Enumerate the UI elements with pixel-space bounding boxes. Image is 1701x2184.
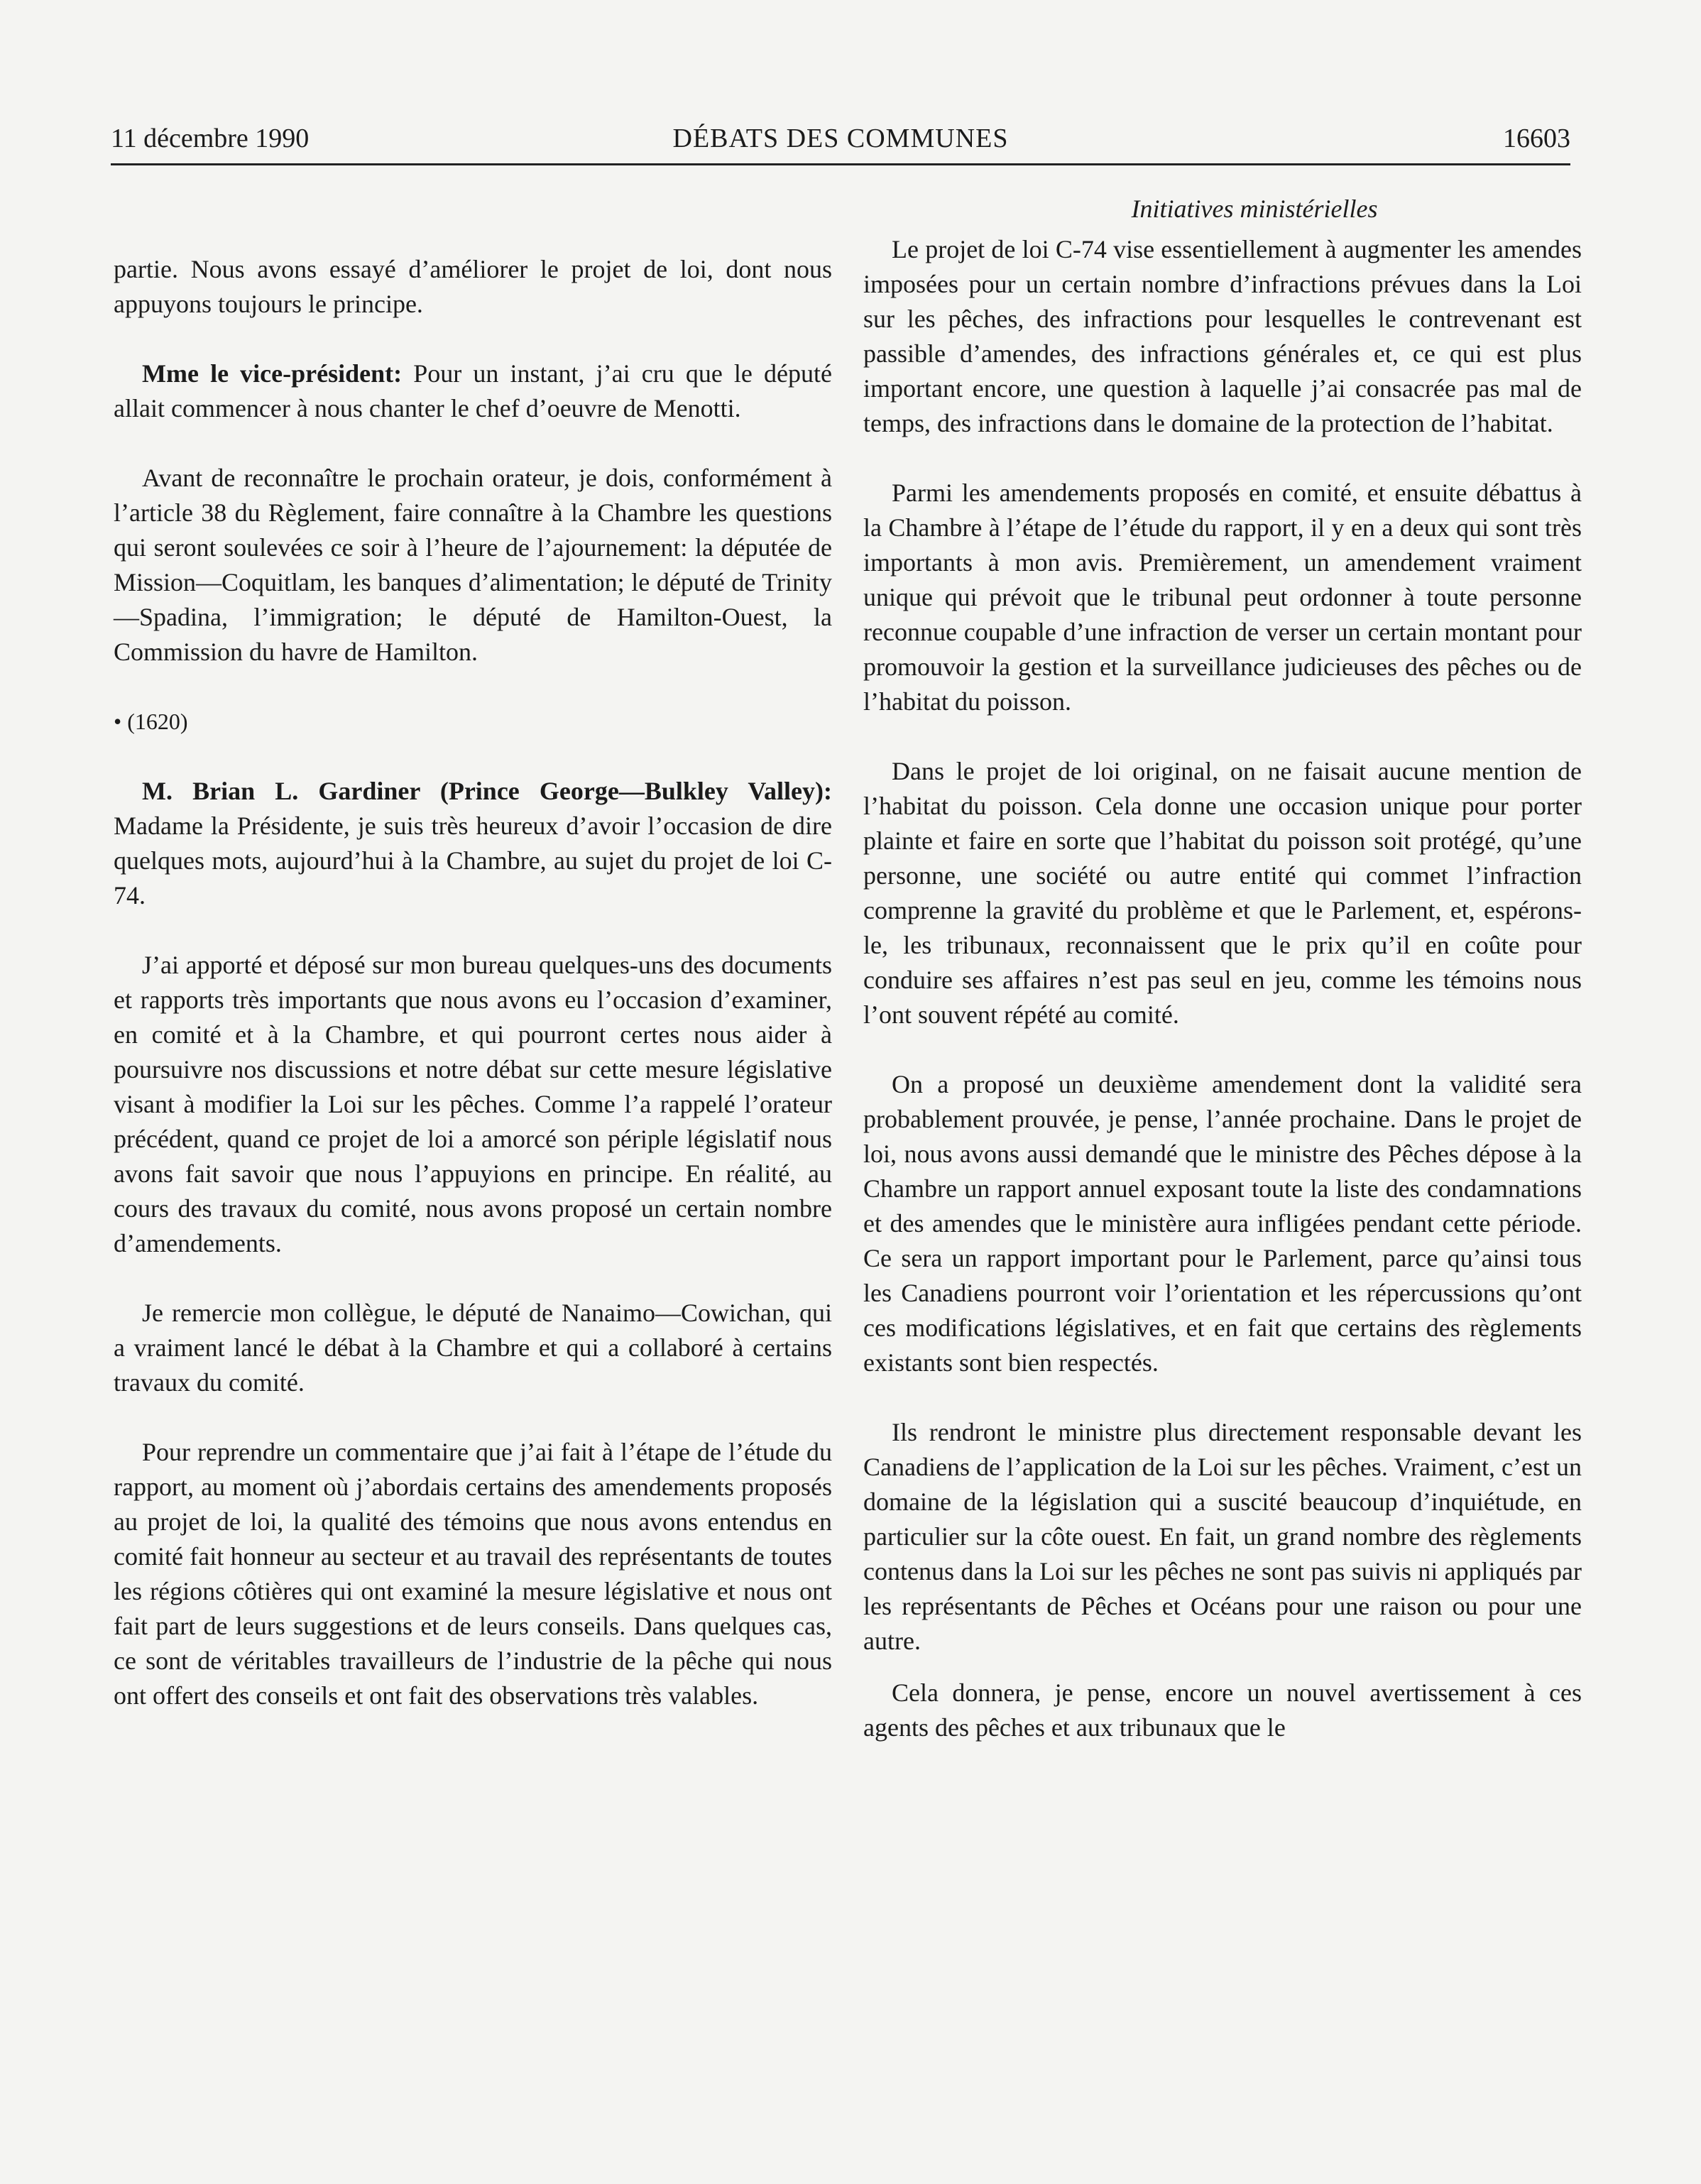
left-column bbox=[114, 252, 832, 1713]
paragraph: J’ai apporté et déposé sur mon bureau quelques-uns des documents et rapports très importants que nous avons eu l’occasion d’examiner, en comité et à la Chambre, et qui pourront certes nous aider à poursuivre nos discussions et notre débat sur cette mesure législative visant à modifier la Loi sur les pêches. Comme l’a rappelé l’orateur précédent, quand ce projet de loi a amorcé son périple législatif nous avons fait savoir que nous l’appuyions en principe. En réalité, au cours des travaux du comité, nous avons proposé un certain nombre d’amendements. bbox=[114, 951, 832, 1257]
speaker-name: M. Brian L. Gardiner (Prince George—Bulkley Valley): bbox=[142, 777, 832, 805]
header-date: 11 décembre 1990 bbox=[111, 124, 310, 153]
paragraph: Je remercie mon collègue, le député de Nanaimo—Cowichan, qui a vraiment lancé le débat à la Chambre et qui a collaboré à certains travaux du comité. bbox=[114, 1299, 832, 1397]
paragraph: Ils rendront le ministre plus directement responsable devant les Canadiens de l’application de la Loi sur les pêches. Vraiment, c’est un domaine de la législation qui a suscité beaucoup d’inquiétude, en particulier sur la côte ouest. En fait, un grand nombre des règlements contenus dans la Loi sur les pêches ne sont pas suivis ni appliqués par les représentants de Pêches et Océans pour une raison ou pour une autre. bbox=[863, 1418, 1582, 1655]
paragraph: Le projet de loi C-74 vise essentiellement à augmenter les amendes imposées pour un certain nombre d’infractions prévues dans la Loi sur les pêches, des infractions pour lesquelles le contrevenant est passible d’amendes, des infractions générales et, ce qui est plus important encore, une question à laquelle j’ai consacrée pas mal de temps, des infractions dans le domaine de la protection de l’habitat. bbox=[863, 235, 1582, 437]
timestamp: • (1620) bbox=[114, 709, 188, 734]
right-column bbox=[863, 192, 1582, 1745]
paragraph: partie. Nous avons essayé d’améliorer le projet de loi, dont nous appuyons toujours le principe. bbox=[114, 255, 832, 318]
paragraph: Avant de reconnaître le prochain orateur, je dois, conformément à l’article 38 du Règlement, faire connaître à la Chambre les questions qui seront soulevées ce soir à l’heure de l’ajournement: la députée de Mission—Coquitlam, les banques d’alimentation; le député de Trinity—Spadina, l’immigration; le député de Hamilton-Ouest, la Commission du havre de Hamilton. bbox=[114, 464, 832, 666]
speech-text: Madame la Présidente, je suis très heureux d’avoir l’occasion de dire quelques mots, aujourd’hui à la Chambre, au sujet du projet de loi C-74. bbox=[114, 812, 832, 910]
paragraph: Parmi les amendements proposés en comité, et ensuite débattus à la Chambre à l’étape de l’étude du rapport, il y en a deux qui sont très importants à mon avis. Premièrement, un amendement vraiment unique qui prévoit que le tribunal peut ordonner à toute personne reconnue coupable d’une infraction de verser un certain montant pour promouvoir la gestion et la surveillance judicieuses des pêches ou de l’habitat du poisson. bbox=[863, 479, 1582, 716]
speaker-name: Mme le vice-président: bbox=[142, 359, 403, 388]
paragraph: On a proposé un deuxième amendement dont la validité sera probablement prouvée, je pense, l’année prochaine. Dans le projet de loi, nous avons aussi demandé que le ministre des Pêches dépose à la Chambre un rapport annuel exposant toute la liste des condamnations et des amendes que le ministère aura infligées pendant cette période. Ce sera un rapport important pour le Parlement, parce qu’ainsi tous les Canadiens pourront voir l’orientation et les répercussions qu’ont ces modifications législatives, et en fait que certains des règlements existants sont bien respectés. bbox=[863, 1070, 1582, 1377]
speaker-paragraph bbox=[114, 356, 832, 426]
page-header bbox=[111, 119, 1570, 165]
running-head: Initiatives ministérielles bbox=[1131, 195, 1378, 223]
page-number: 16603 bbox=[1503, 124, 1570, 153]
paragraph: Pour reprendre un commentaire que j’ai fait à l’étape de l’étude du rapport, au moment où j’abordais certains des amendements proposés au projet de loi, la qualité des témoins que nous avons entendus en comité fait honneur au secteur et au travail des représentants de toutes les régions côtières qui ont examiné la mesure législative et nous ont fait part de leurs suggestions et de leurs conseils. Dans quelques cas, ce sont de véritables travailleurs de l’industrie de la pêche qui nous ont offert des conseils et ont fait des observations très valables. bbox=[114, 1438, 832, 1710]
paragraph: Dans le projet de loi original, on ne faisait aucune mention de l’habitat du poisson. Cela donne une occasion unique pour porter plainte et faire en sorte que l’habitat du poisson soit protégé, qu’une personne, une société ou autre entité qui commet l’infraction comprenne la gravité du problème et que le Parlement, et, espérons-le, les tribunaux, reconnaissent que le prix qu’il en coûte pour conduire ses affaires n’est pas seul en jeu, comme les témoins nous l’ont souvent répété au comité. bbox=[863, 757, 1582, 1029]
speaker-paragraph bbox=[114, 774, 832, 913]
header-title: DÉBATS DES COMMUNES bbox=[672, 124, 1009, 153]
speech-text: Pour un instant, j’ai cru que le député allait commencer à nous chanter le chef d’oeuvre de Menotti. bbox=[114, 359, 832, 422]
paragraph: Cela donnera, je pense, encore un nouvel avertissement à ces agents des pêches et aux tribunaux que le bbox=[863, 1678, 1582, 1742]
